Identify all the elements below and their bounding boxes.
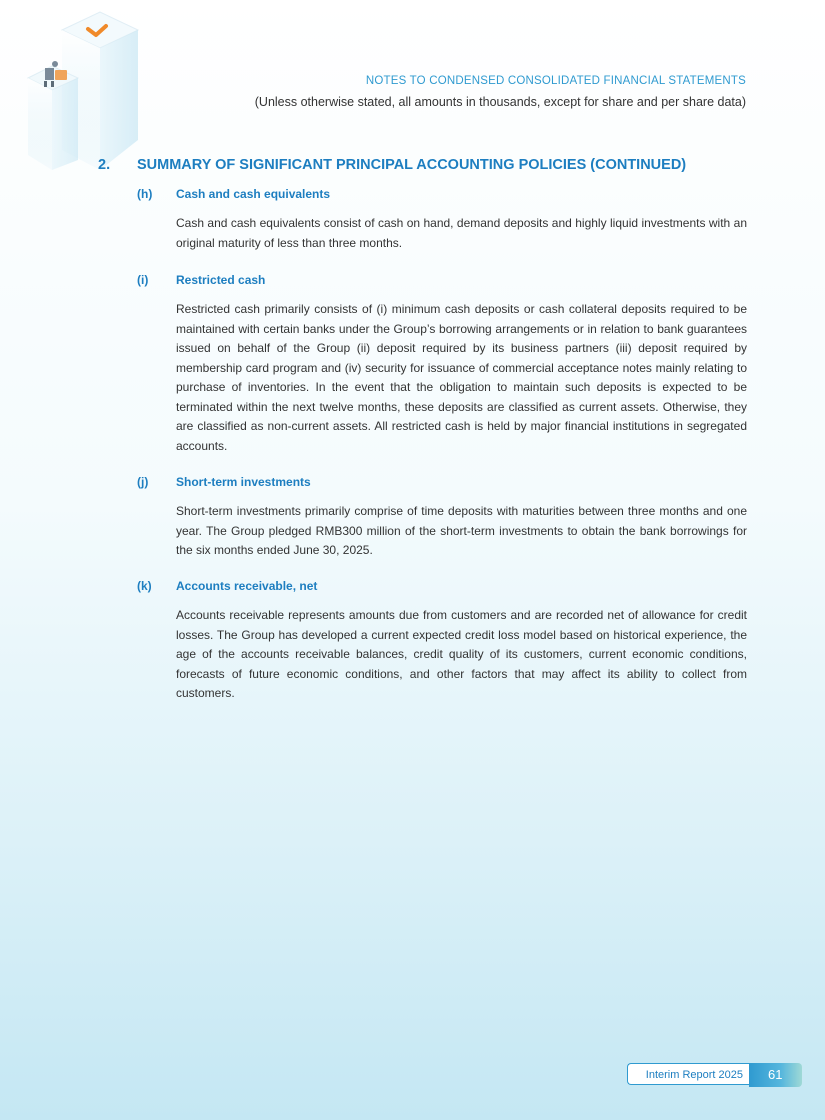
subsection-j [137, 475, 747, 561]
subsection-letter: (k) [137, 579, 152, 593]
subsection-letter: (i) [137, 273, 149, 287]
subsection-body: Short-term investments primarily comprise of time deposits with maturities between three months and one year. The Group pledged RMB300 million of the short-term investments to obtain the bank borrowings for the six months ended June 30, 2025. [176, 504, 747, 557]
page-header-subtitle: (Unless otherwise stated, all amounts in thousands, except for share and per share data) [254, 95, 746, 109]
subsection-i [137, 273, 747, 456]
page-header-title: NOTES TO CONDENSED CONSOLIDATED FINANCIAL STATEMENTS [365, 75, 746, 87]
subsection-k [137, 579, 747, 704]
subsection-body: Cash and cash equivalents consist of cash on hand, demand deposits and highly liquid investments with an original maturity of less than three months. [176, 216, 747, 250]
section-title: SUMMARY OF SIGNIFICANT PRINCIPAL ACCOUNTING POLICIES (CONTINUED) [137, 157, 687, 173]
subsection-title: Restricted cash [176, 273, 266, 287]
subsection-title: Short-term investments [176, 475, 311, 489]
page-number: 61 [749, 1063, 802, 1087]
subsection-body: Restricted cash primarily consists of (i) minimum cash deposits or cash collateral deposits required to be maintained with certain banks under the Group’s borrowing arrangements or in relation to bank guarantees issued on behalf of the Group (ii) deposit required by its business partners (iii) deposit required by membership card program and (iv) security for issuance of commercial acceptance notes mainly relating to purchase of inventories. In the event that the obligation to maintain such deposits is expected to be terminated within the next twelve months, these deposits are classified as current assets. Otherwise, they are classified as non-current assets. All restricted cash is held by major financial institutions in segregated accounts. [176, 302, 747, 453]
subsection-letter: (h) [137, 187, 153, 201]
page-footer [627, 1063, 802, 1087]
subsection-h [137, 187, 747, 253]
section-number: 2. [98, 157, 111, 173]
subsection-body: Accounts receivable represents amounts due from customers and are recorded net of allowance for credit losses. The Group has developed a current expected credit loss model based on historical experience, the age of the accounts receivable balances, credit quality of its customers, current economic conditions, forecasts of future economic conditions, and other factors that may affect its ability to collect from customers. [176, 608, 747, 700]
corner-decoration-graphic [0, 0, 160, 190]
subsection-title: Cash and cash equivalents [176, 187, 331, 201]
subsection-letter: (j) [137, 475, 149, 489]
report-label: Interim Report 2025 [627, 1063, 749, 1085]
subsection-title: Accounts receivable, net [176, 579, 318, 593]
